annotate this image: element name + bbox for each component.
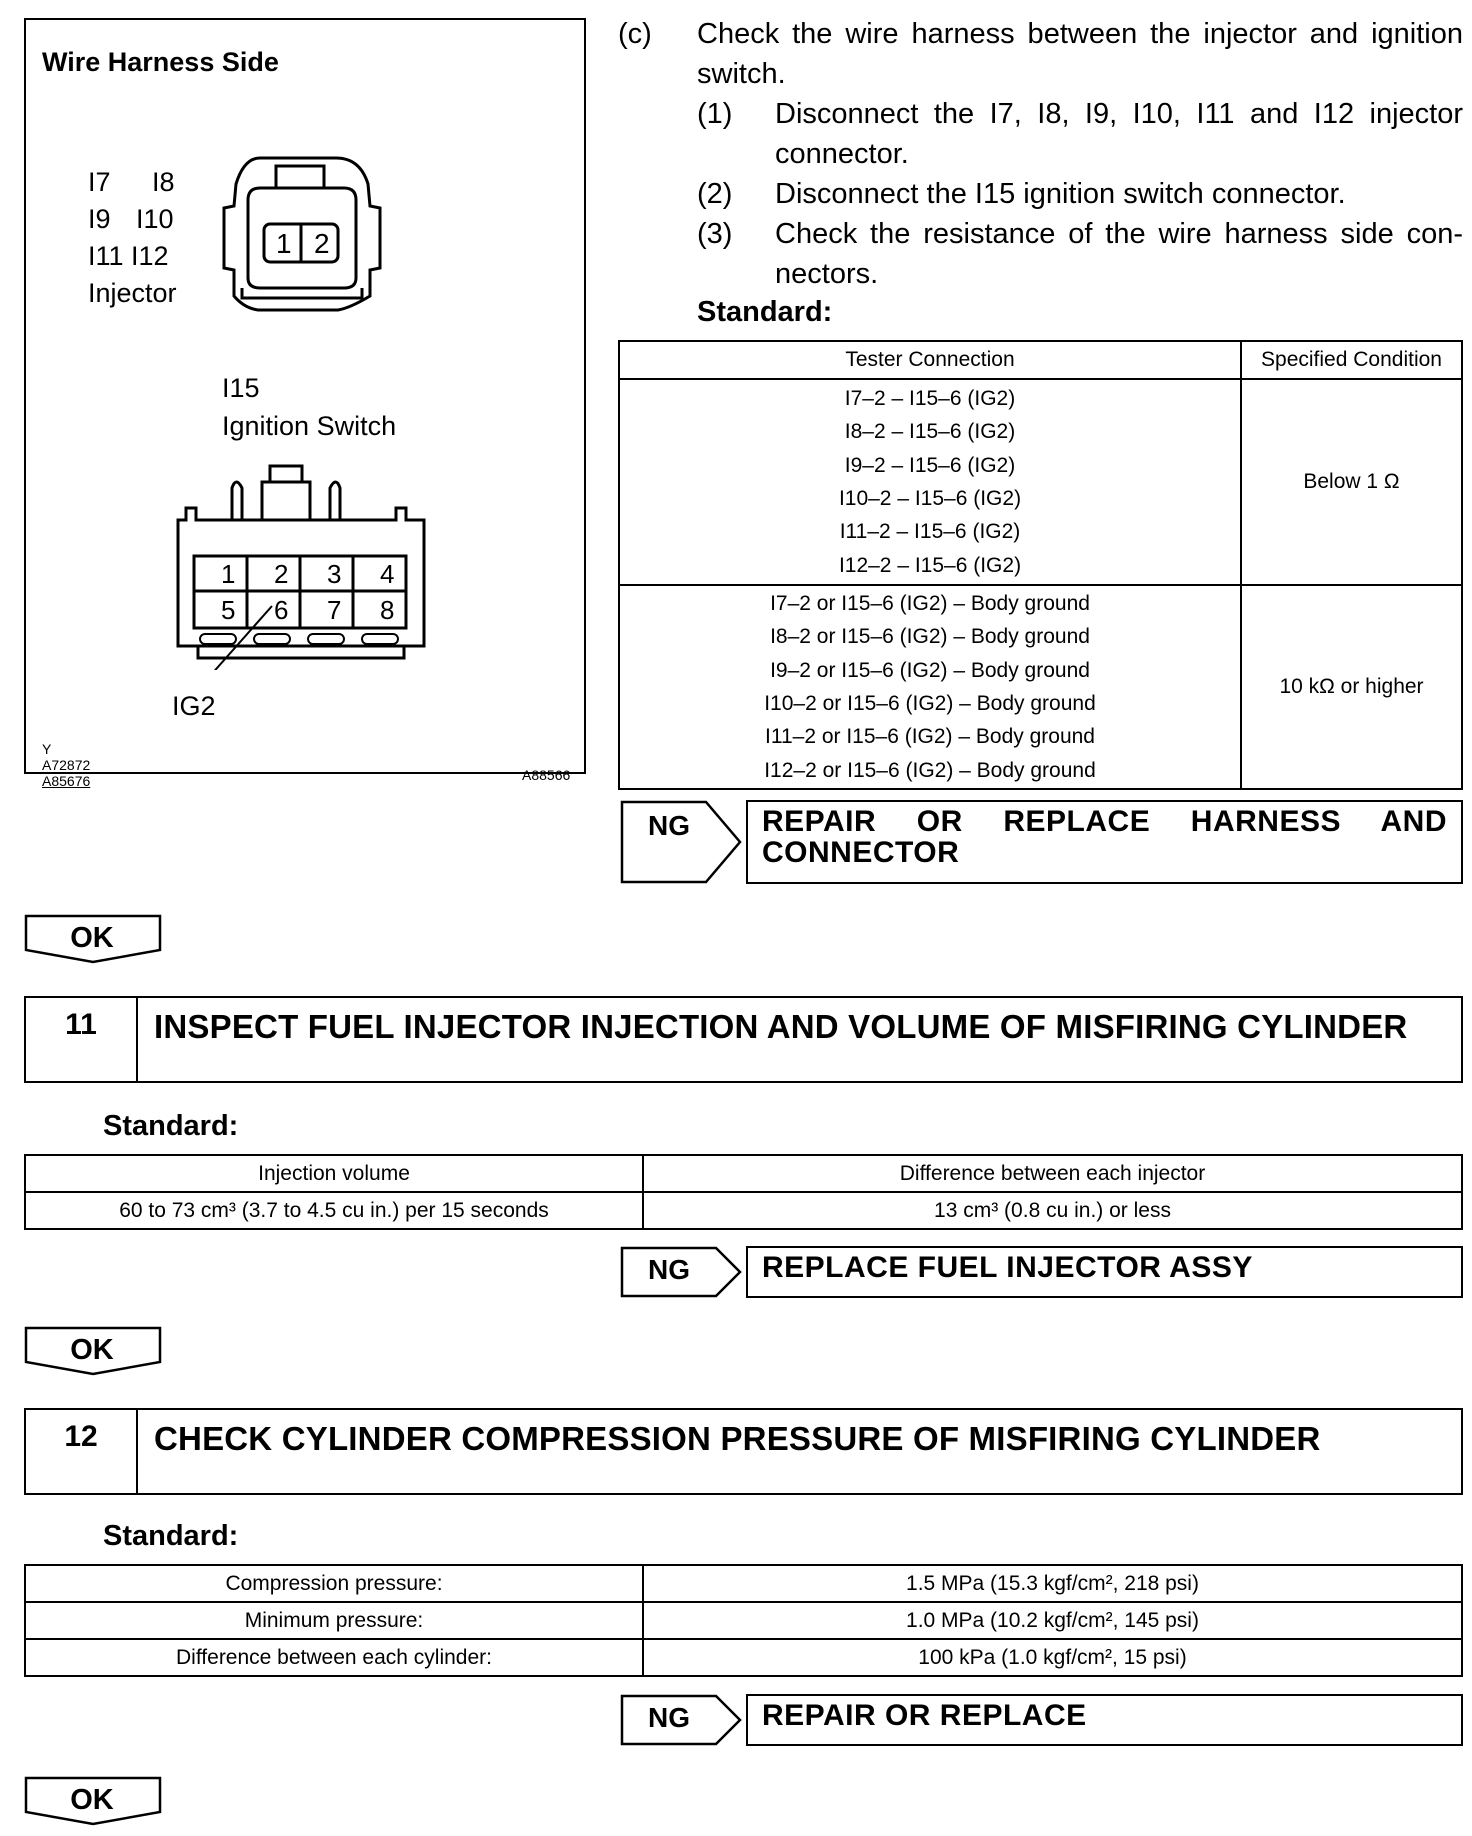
table-row (25, 1602, 1462, 1639)
table-row (25, 1192, 1462, 1229)
switch-pin-4: 4 (380, 559, 395, 589)
step-title: INSPECT FUEL INJECTOR INJECTION AND VOLUME OF MISFIRING CYLINDER (154, 1008, 1408, 1045)
figure-code-y: Y (42, 741, 52, 757)
ig2-label: IG2 (172, 691, 216, 721)
ng-indicator-compression (620, 1694, 744, 1746)
table-header-row (619, 341, 1462, 379)
connections-group-2 (619, 585, 1241, 789)
table-row (619, 585, 1462, 789)
ok-label: OK (70, 922, 114, 954)
switch-pin-2: 2 (274, 559, 289, 589)
step-c3-text: Check the resistance of the wire harness side con-nectors. (775, 218, 1463, 290)
injector-label-i7: I7 (88, 167, 111, 197)
switch-label-name: Ignition Switch (222, 411, 397, 441)
step-title: CHECK CYLINDER COMPRESSION PRESSURE OF MISFIRING CYLINDER (154, 1420, 1321, 1457)
connector-figure (24, 18, 586, 789)
switch-pin-1: 1 (221, 559, 236, 589)
check-c-text: Check the wire harness between the injector and ignition switch. (697, 18, 1463, 90)
step-number: 11 (26, 998, 138, 1081)
minimum-label: Minimum pressure: (25, 1602, 643, 1639)
step-c2-text: Disconnect the I15 ignition switch connector. (775, 178, 1346, 210)
figure-code-a2: A85676 (42, 773, 91, 789)
injector-label-i10: I10 (136, 204, 174, 234)
injector-label-name: Injector (88, 278, 177, 308)
table-row (25, 1565, 1462, 1602)
compression-label: Compression pressure: (25, 1565, 643, 1602)
connections-group-1 (619, 379, 1241, 585)
connection-item: I12–2 or I15–6 (IG2) – Body ground (764, 758, 1096, 782)
connection-item: I10–2 or I15–6 (IG2) – Body ground (764, 692, 1096, 715)
ok-label: OK (70, 1784, 114, 1816)
step-12-header (24, 1408, 1463, 1495)
figure-code-a1: A72872 (42, 757, 91, 773)
ng-action-repair-replace: REPAIR OR REPLACE (746, 1694, 1463, 1746)
table-row (25, 1639, 1462, 1676)
difference-injector-value: 13 cm³ (0.8 cu in.) or less (643, 1192, 1462, 1229)
header-tester-connection: Tester Connection (619, 341, 1241, 379)
step-number: 12 (26, 1410, 138, 1493)
injection-volume-table (24, 1154, 1463, 1230)
switch-pin-7: 7 (327, 595, 342, 625)
ng-label: NG (648, 1254, 690, 1285)
step-c1-text: Disconnect the I7, I8, I9, I10, I11 and I12 injector connector. (775, 98, 1463, 170)
figure-title: Wire Harness Side (42, 47, 279, 77)
ng-indicator-harness (620, 800, 744, 884)
ng-action-repair-harness: REPAIR OR REPLACE HARNESS AND CONNECTOR (746, 800, 1463, 884)
ok-indicator-injector (24, 1326, 162, 1376)
switch-label-code: I15 (222, 373, 260, 403)
switch-pin-5: 5 (221, 595, 236, 625)
connection-item: I9–2 or I15–6 (IG2) – Body ground (770, 658, 1090, 682)
compression-pressure-table (24, 1564, 1463, 1677)
header-injection-volume: Injection volume (25, 1155, 643, 1192)
step-c2-num: (2) (697, 178, 733, 210)
step-11-header (24, 996, 1463, 1083)
step-c3-num: (3) (697, 218, 733, 250)
header-specified-condition: Specified Condition (1241, 341, 1462, 379)
ng-action-replace-injector: REPLACE FUEL INJECTOR ASSY (746, 1246, 1463, 1298)
injector-pin-2: 2 (314, 228, 330, 259)
connection-item: I8–2 – I15–6 (IG2) (844, 420, 1016, 444)
ok-indicator-harness (24, 914, 162, 964)
table-header-row (25, 1155, 1462, 1192)
connection-item: I8–2 or I15–6 (IG2) – Body ground (770, 625, 1090, 649)
step-c1-num: (1) (697, 98, 733, 130)
header-difference-injector: Difference between each injector (643, 1155, 1462, 1192)
table-row (619, 379, 1462, 585)
difference-value: 100 kPa (1.0 kgf/cm², 15 psi) (643, 1639, 1462, 1676)
switch-pin-6: 6 (274, 595, 289, 625)
ok-indicator-compression (24, 1776, 162, 1826)
connection-item: I9–2 – I15–6 (IG2) (844, 453, 1016, 477)
ng-label: NG (648, 1702, 690, 1733)
connection-item: I7–2 or I15–6 (IG2) – Body ground (770, 592, 1090, 616)
connection-item: I11–2 – I15–6 (IG2) (839, 520, 1021, 544)
connection-item: I12–2 – I15–6 (IG2) (838, 553, 1022, 577)
connection-item: I10–2 – I15–6 (IG2) (838, 487, 1022, 510)
step-11-standard-label: Standard: (103, 1110, 239, 1142)
connection-item: I7–2 – I15–6 (IG2) (844, 387, 1016, 411)
check-c-standard-label: Standard: (697, 296, 833, 328)
ignition-switch-connector-icon (174, 460, 454, 670)
condition-group-1: Below 1 Ω (1241, 379, 1462, 585)
harness-resistance-table (618, 340, 1463, 790)
compression-value: 1.5 MPa (15.3 kgf/cm², 218 psi) (643, 1565, 1462, 1602)
switch-pin-8: 8 (380, 595, 395, 625)
difference-label: Difference between each cylinder: (25, 1639, 643, 1676)
minimum-value: 1.0 MPa (10.2 kgf/cm², 145 psi) (643, 1602, 1462, 1639)
injector-label-i8: I8 (152, 167, 175, 197)
figure-code-right: A88566 (522, 767, 571, 783)
injection-volume-value: 60 to 73 cm³ (3.7 to 4.5 cu in.) per 15 seconds (25, 1192, 643, 1229)
injector-label-i9: I9 (88, 204, 111, 234)
ok-label: OK (70, 1334, 114, 1366)
switch-pin-3: 3 (327, 559, 342, 589)
check-c-marker: (c) (618, 18, 652, 50)
injector-connector-icon (220, 148, 400, 328)
injector-pin-1: 1 (276, 228, 292, 259)
injector-label-i11-i12: I11 I12 (88, 241, 169, 271)
ng-label: NG (648, 810, 690, 841)
connection-item: I11–2 or I15–6 (IG2) – Body ground (765, 725, 1095, 749)
condition-group-2: 10 kΩ or higher (1241, 585, 1462, 789)
ng-indicator-injector (620, 1246, 744, 1298)
step-12-standard-label: Standard: (103, 1520, 239, 1552)
